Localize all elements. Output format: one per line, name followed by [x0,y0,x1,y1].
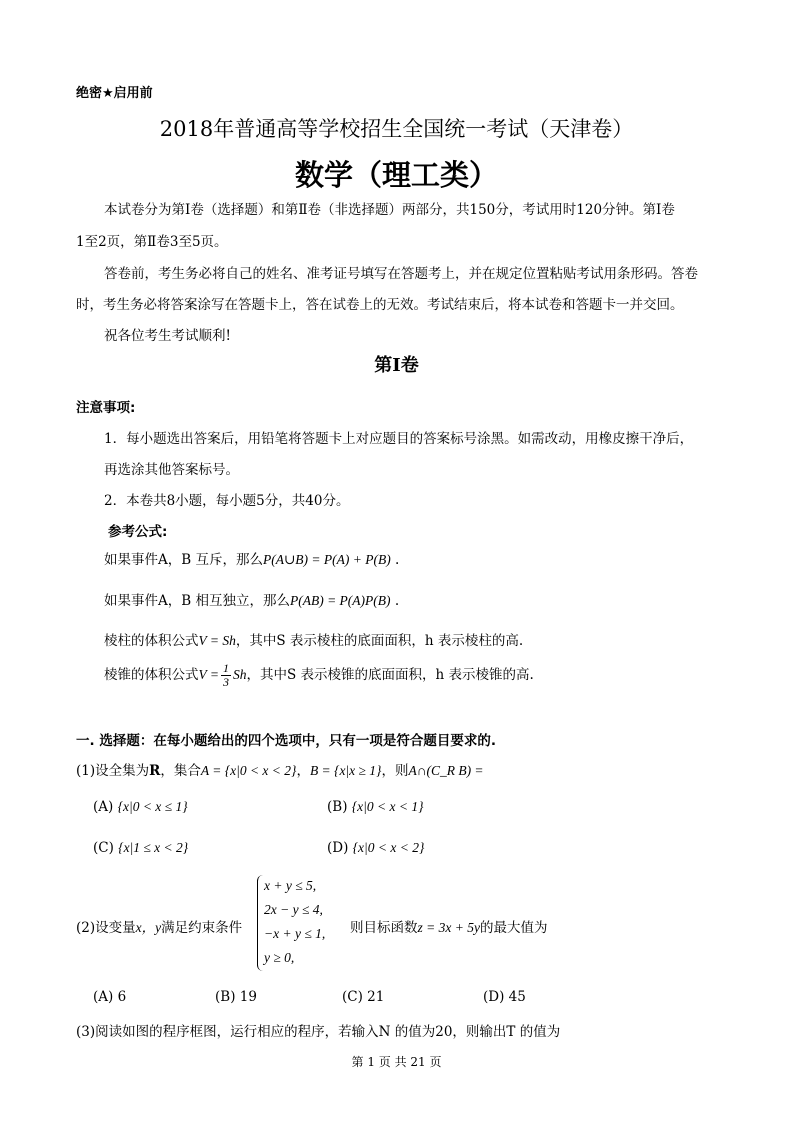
notes-item-1-line-1: 1．每小题选出答案后，用铅笔将答题卡上对应题目的答案标号涂黑。如需改动，用橡皮擦干净后， [104,431,694,447]
formulas-heading: 参考公式: [108,524,168,540]
q1-option-a-text: {x|0 < x ≤ 1} [117,799,188,814]
page-footer: 第 1 页 共 21 页 [351,1055,442,1069]
q1-option-d-label: (D) [327,840,349,856]
formula-3 [104,629,523,649]
formula-2-math: P(AB) = P(A)P(B) [289,593,391,608]
q1-option-c-text: {x|1 ≤ x < 2} [118,840,189,855]
intro-line-1: 本试卷分为第Ⅰ卷（选择题）和第Ⅱ卷（非选择题）两部分，共150分，考试用时120分钟。第Ⅰ卷 [104,202,675,218]
q2-variables: x，y [135,920,162,935]
formula-2-text: 如果事件A，B 相互独立，那么 [104,593,290,609]
q2-stem-b: 满足约束条件 [161,920,243,936]
confidential-mark: 绝密★启用前 [76,86,153,101]
q1-option-d-text: {x|0 < x < 2} [352,840,425,855]
formula-4-math-post: Sh [233,667,247,682]
q1-option-c [93,840,188,856]
q2-stem-d: 的最大值为 [479,920,548,936]
q1-option-a [93,799,188,815]
q1-option-c-label: (C) [93,840,114,856]
formula-4-math-pre: V = [198,667,219,682]
question-1-stem [76,759,484,779]
q2-stem-a: (2)设变量 [76,920,136,936]
question-2-stem-right [350,916,547,936]
q1-expression: A∩(C_R B) = [408,763,484,778]
q1-stem-a: (1)设全集为 [76,763,150,779]
formula-1-text: 如果事件A，B 互斥，那么 [104,552,263,568]
intro-line-2: 1至2页，第Ⅱ卷3至5页。 [76,234,228,250]
formula-1 [104,548,399,568]
section-1-heading: 一. 选择题：在每小题给出的四个选项中，只有一项是符合题目要求的. [76,733,496,749]
q1-stem-r: R [149,763,161,779]
formula-3-desc: ，其中S 表示棱柱的底面面积，h 表示棱柱的高. [235,633,524,649]
q2-option-b: (B) 19 [215,989,257,1005]
q1-sep: ， [296,763,310,779]
question-3-stem: (3)阅读如图的程序框图，运行相应的程序，若输入N 的值为20，则输出T 的值为 [76,1024,561,1040]
intro-line-4: 时，考生务必将答案涂写在答题卡上，答在试卷上的无效。考试结束后，将本试卷和答题卡一并交回。 [76,297,684,313]
fraction-numerator: 1 [223,661,229,675]
constraint-1: x + y ≤ 5, [264,878,317,893]
q1-set-b: B = {x|x ≥ 1} [309,763,382,778]
q1-set-a: A = {x|0 < x < 2} [200,763,297,778]
q1-option-b-text: {x|0 < x < 1} [351,799,424,814]
q1-stem-c: ，则 [381,763,409,779]
question-2-stem-left [76,916,242,936]
q2-option-d: (D) 45 [483,989,526,1005]
intro-line-5: 祝各位考生考试顺利! [104,328,231,344]
notes-item-1-line-2: 再选涂其他答案标号。 [104,462,239,478]
fraction-one-third [221,662,231,689]
q1-stem-b: ，集合 [160,763,201,779]
volume-title: 第Ⅰ卷 [374,355,419,376]
notes-item-2: 2．本卷共8小题，每小题5分，共40分。 [104,493,350,509]
formula-4-text: 棱锥的体积公式 [104,667,199,683]
constraint-3: −x + y ≤ 1, [264,926,326,941]
q2-stem-c: 则目标函数 [350,920,418,936]
fraction-denominator: 3 [223,675,229,689]
constraint-4: y ≥ 0, [264,950,295,965]
q2-objective: z = 3x + 5y [417,920,480,935]
formula-4-desc: ，其中S 表示棱锥的底面面积，h 表示棱锥的高. [246,667,534,683]
formula-1-math: P(A∪B) = P(A) + P(B) [262,552,391,567]
q1-option-b [327,799,423,815]
q2-option-a: (A) 6 [93,989,127,1005]
formula-2-end: . [394,593,400,609]
formula-4 [104,662,534,689]
q1-option-a-label: (A) [93,799,114,815]
formula-3-text: 棱柱的体积公式 [104,633,199,649]
formula-3-math: V = Sh [198,633,236,648]
q1-option-b-label: (B) [327,799,348,815]
notes-heading: 注意事项: [76,400,136,416]
exam-title: 2018年普通高等学校招生全国统一考试（天津卷） [159,117,634,141]
subject-title: 数学（理工类） [294,158,498,192]
constraint-2: 2x − y ≤ 4, [264,902,323,917]
constraint-system [257,875,348,971]
q1-option-d [327,840,424,856]
formula-1-end: . [395,552,400,568]
intro-line-3: 答卷前，考生务必将自己的姓名、准考证号填写在答题考上，并在规定位置粘贴考试用条形码。答卷 [104,266,698,282]
formula-2 [104,589,399,609]
q2-option-c: (C) 21 [342,989,385,1005]
